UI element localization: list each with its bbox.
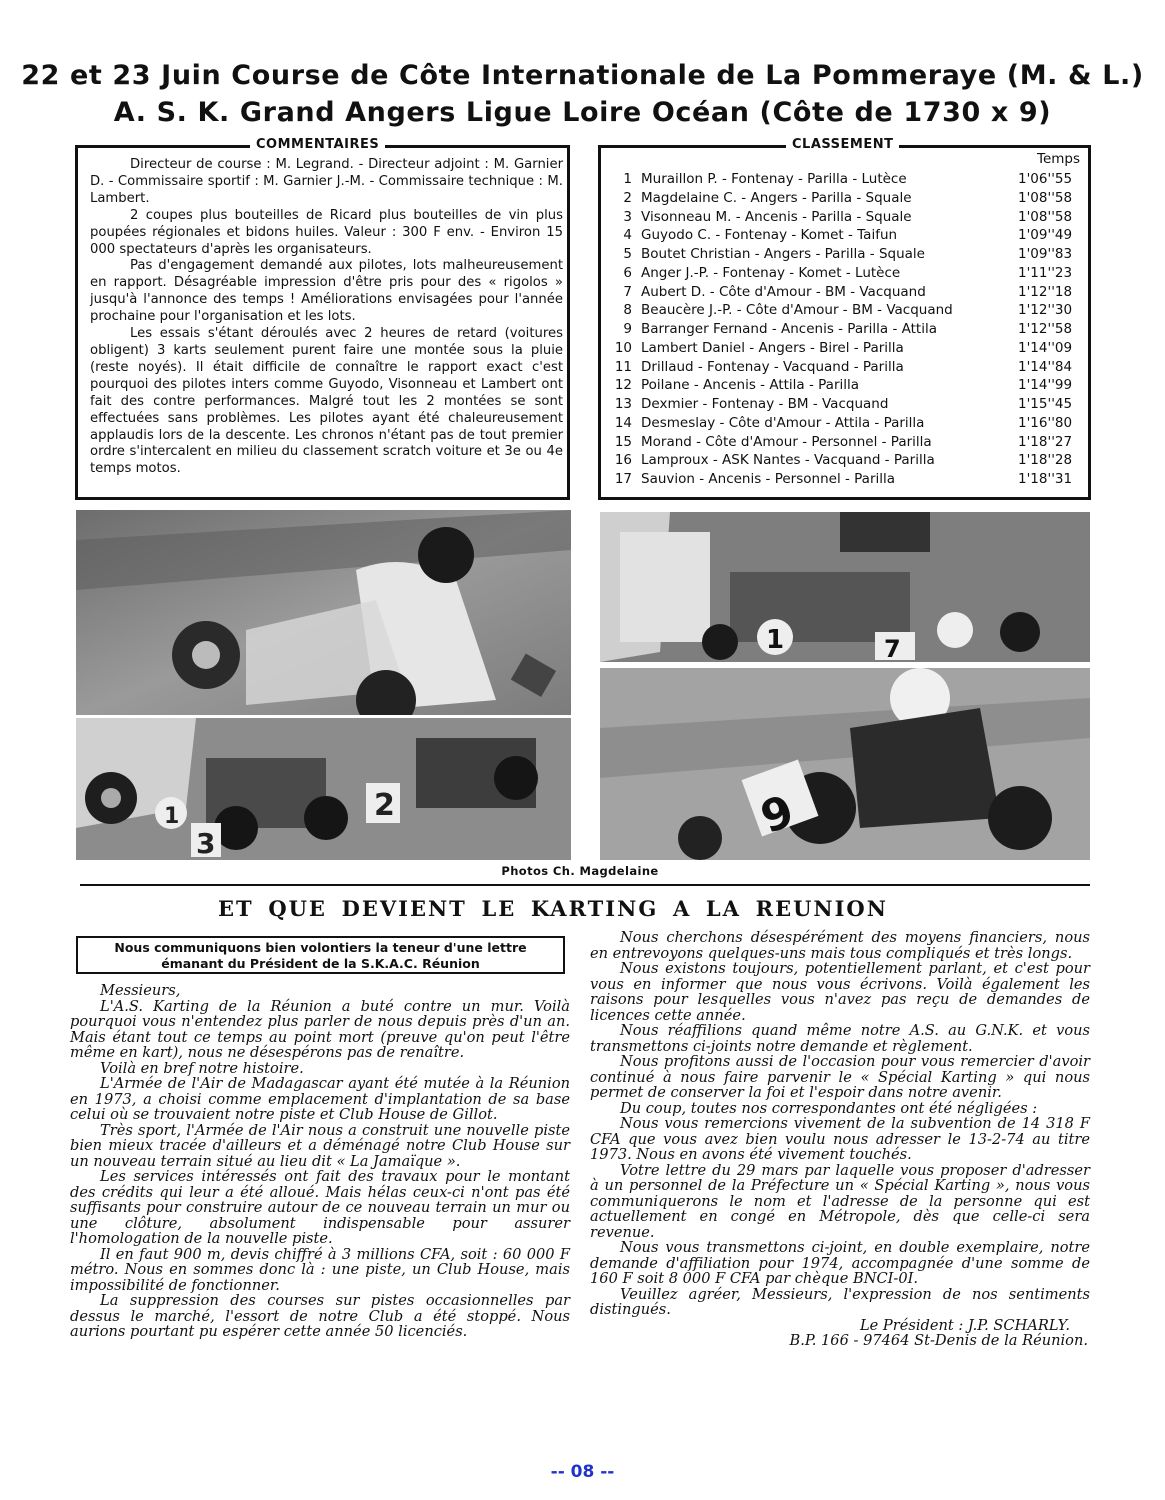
- result-row: [610, 320, 1085, 339]
- result-time: 1'06''55: [1018, 171, 1073, 187]
- section-title-word: LA: [705, 896, 741, 921]
- result-time: 1'18''28: [1018, 452, 1073, 469]
- result-row: [610, 301, 1085, 320]
- result-name: Lambert Daniel - Angers - Birel - Parilla: [641, 339, 904, 356]
- result-time: 1'14''99: [1018, 377, 1073, 394]
- letter-paragraph: L'Armée de l'Air de Madagascar ayant été mutée à la Réunion en 1973, a choisi comme emplacement d'implantation de sa base celui où se trouvaient notre piste et Club House de Gillot.: [70, 1075, 570, 1123]
- letter-column-right: [590, 930, 1090, 1349]
- letter-column-left: [70, 983, 570, 1340]
- commentaires-paragraph: 2 coupes plus bouteilles de Ricard plus bouteilles de vin plus poupées régionales et bidons huiles. Valeur : 300 F env. - Environ 15 000 spectateurs d'après les organisateurs.: [90, 207, 563, 257]
- result-pos: 15: [614, 433, 632, 450]
- result-name: Dexmier - Fontenay - BM - Vacquand: [641, 396, 889, 412]
- page-subtitle: A. S. K. Grand Angers Ligue Loire Océan (Côte de 1730 x 9): [113, 97, 1052, 128]
- letter-paragraph: Il en faut 900 m, devis chiffré à 3 millions CFA, soit : 60 000 F métro. Nous en sommes donc là : une piste, un Club House, mais impossibilité de fonctionner.: [70, 1245, 570, 1294]
- result-pos: 6: [623, 264, 632, 281]
- result-pos: 12: [614, 377, 632, 394]
- temps-header: Temps: [1037, 151, 1081, 167]
- result-pos: 17: [614, 471, 632, 487]
- letter-paragraph: Nous vous transmettons ci-joint, en double exemplaire, notre demande d'affiliation pour 1974, accompagnée d'une somme de 160 F soit 8 000 F CFA par chèque BNCI-0I.: [590, 1239, 1090, 1287]
- result-time: 1'12''18: [1018, 283, 1073, 300]
- letter-paragraph: Messieurs,: [100, 982, 181, 999]
- result-pos: 1: [623, 171, 632, 187]
- result-name: Visonneau M. - Ancenis - Parilla - Squale: [641, 208, 912, 225]
- section-title-word: KARTING: [530, 896, 659, 921]
- result-row: [610, 358, 1085, 377]
- kart-number: 1: [766, 625, 785, 655]
- result-time: 1'09''83: [1018, 246, 1073, 262]
- letter-paragraph: Veuillez agréer, Messieurs, l'expression de nos sentiments distingués.: [590, 1285, 1090, 1318]
- letter-paragraph: Du coup, toutes nos correspondantes ont été négligées :: [620, 1099, 1038, 1117]
- section-title-word: LE: [481, 896, 517, 921]
- section-title-word: DEVIENT: [341, 896, 467, 921]
- result-name: Anger J.-P. - Fontenay - Komet - Lutèce: [641, 264, 901, 281]
- result-row: [610, 226, 1085, 245]
- letter-paragraph: Nous cherchons désespérément des moyens financiers, nous en entrevoyons quelques-uns mais tous compliqués et très longs.: [590, 929, 1090, 962]
- letter-paragraph: Nous profitons aussi de l'occasion pour vous remercier d'avoir continué à nous faire parvenir le « Spécial Karting » qui nous permet de conserver la foi et l'espoir dans notre avenir.: [590, 1053, 1090, 1101]
- result-row: [610, 283, 1085, 302]
- page-number: -- 08 --: [550, 1462, 615, 1482]
- result-row: [610, 376, 1085, 395]
- result-name: Magdelaine C. - Angers - Parilla - Squale: [641, 189, 912, 206]
- result-time: 1'15''45: [1018, 396, 1073, 412]
- result-name: Morand - Côte d'Amour - Personnel - Parilla: [641, 433, 932, 450]
- page-title: 22 et 23 Juin Course de Côte Internationale de La Pommeraye (M. & L.): [21, 60, 1144, 91]
- result-row: [610, 339, 1085, 358]
- result-time: 1'18''27: [1018, 433, 1073, 450]
- result-name: Guyodo C. - Fontenay - Komet - Taifun: [641, 227, 898, 244]
- commentaires-paragraph: Pas d'engagement demandé aux pilotes, lots malheureusement en rapport. Désagréable impression d'être pris pour des « rigolos » jusqu'à l'annonce des temps ! Améliorations envisagées pour l'année prochaine pour l'organisation et les lots.: [90, 258, 563, 325]
- kart-number: 7: [884, 635, 901, 662]
- commentaires-label: COMMENTAIRES: [250, 137, 385, 153]
- result-row: [610, 395, 1085, 414]
- commentaires-text: [90, 157, 563, 478]
- result-row: [610, 264, 1085, 283]
- result-pos: 9: [623, 321, 632, 337]
- result-pos: 11: [614, 358, 632, 375]
- intro-box: Nous communiquons bien volontiers la teneur d'une lettre émanant du Président de la S.K.A.C. Réunion: [76, 936, 565, 974]
- result-pos: 14: [614, 414, 632, 431]
- result-name: Aubert D. - Côte d'Amour - BM - Vacquand: [641, 283, 926, 300]
- letter-paragraph: Voilà en bref notre histoire.: [100, 1059, 304, 1077]
- result-name: Lamproux - ASK Nantes - Vacquand - Parilla: [641, 452, 935, 469]
- photo-kart-driver: [76, 510, 571, 715]
- commentaires-paragraph: Directeur de course : M. Legrand. - Directeur adjoint : M. Garnier D. - Commissaire sportif : M. Garnier J.-M. - Commissaire technique : M. Lambert.: [90, 157, 563, 206]
- result-pos: 13: [614, 396, 632, 412]
- result-time: 1'08''58: [1018, 189, 1073, 206]
- result-time: 1'08''58: [1018, 208, 1073, 225]
- kart-number: 3: [196, 827, 216, 860]
- photo-credit: Photos Ch. Magdelaine: [501, 864, 659, 878]
- kart-number: 9: [754, 785, 801, 844]
- letter-paragraph: Très sport, l'Armée de l'Air nous a construit une nouvelle piste bien mieux tracée d'ailleurs et a déménagé notre Club House sur un nouveau terrain situé au lieu dit « La Jamaïque ».: [70, 1121, 570, 1170]
- result-name: Sauvion - Ancenis - Personnel - Parilla: [641, 471, 896, 487]
- section-title: [218, 896, 888, 921]
- section-divider: [80, 884, 1090, 886]
- result-time: 1'14''09: [1018, 339, 1073, 356]
- letter-paragraph: L'A.S. Karting de la Réunion a buté contre un mur. Voilà pourquoi vous n'entendez plus parler de nous depuis près d'un an. Mais étant tout ce temps au point mort (preuve qu'on peut l'être même en kart), nous ne désespérons pas de renaître.: [70, 997, 570, 1061]
- address: B.P. 166 - 97464 St-Denis de la Réunion.: [789, 1332, 1088, 1349]
- letter-paragraph: Les services intéressés ont fait des travaux pour le montant des crédits qui leur a été alloué. Mais hélas ceux-ci n'ont pas été suffisants pour construire autour de ce nouveau terrain un mur ou une clôture, absolument indispensable pour assurer l'homologation de la nouvelle piste.: [70, 1168, 570, 1247]
- result-name: Barranger Fernand - Ancenis - Parilla - Attila: [641, 321, 938, 337]
- result-name: Poilane - Ancenis - Attila - Parilla: [641, 377, 860, 394]
- classement-label: CLASSEMENT: [786, 137, 899, 153]
- result-pos: 3: [623, 208, 632, 225]
- section-title-word: A: [672, 896, 692, 921]
- result-pos: 5: [623, 246, 632, 262]
- photo-kart-racer: [600, 668, 1090, 860]
- kart-number: 2: [374, 788, 395, 823]
- result-pos: 7: [623, 283, 632, 300]
- kart-number: 1: [164, 804, 180, 829]
- result-pos: 8: [623, 302, 632, 319]
- result-time: 1'18''31: [1018, 471, 1073, 487]
- result-time: 1'09''49: [1018, 227, 1073, 244]
- result-time: 1'12''58: [1018, 321, 1073, 337]
- result-time: 1'14''84: [1018, 358, 1073, 375]
- result-row: [610, 189, 1085, 208]
- result-name: Desmeslay - Côte d'Amour - Attila - Parilla: [641, 414, 925, 431]
- result-row: [610, 470, 1085, 489]
- result-pos: 4: [623, 227, 632, 244]
- result-row: [610, 433, 1085, 452]
- section-title-word: REUNION: [755, 896, 888, 921]
- result-name: Boutet Christian - Angers - Parilla - Squale: [641, 246, 925, 262]
- result-time: 1'11''23: [1018, 264, 1073, 281]
- result-name: Beaucère J.-P. - Côte d'Amour - BM - Vacquand: [641, 302, 953, 319]
- result-name: Drillaud - Fontenay - Vacquand - Parilla: [641, 358, 904, 375]
- letter-paragraph: Nous vous remercions vivement de la subvention de 14 318 F CFA que vous avez bien voulu nous adresser le 13-2-74 au titre 1973. Nous en avons été vivement touchés.: [590, 1115, 1090, 1163]
- result-name: Muraillon P. - Fontenay - Parilla - Lutèce: [641, 171, 907, 187]
- result-time: 1'16''80: [1018, 414, 1073, 431]
- result-pos: 10: [614, 339, 632, 356]
- result-pos: 16: [614, 452, 632, 469]
- result-row: [610, 414, 1085, 433]
- result-pos: 2: [623, 189, 632, 206]
- letter-paragraph: La suppression des courses sur pistes occasionnelles par dessus le marché, l'essort de notre Club a été stoppé. Nous aurions pourtant pu espérer cette année 50 licenciés.: [70, 1292, 570, 1340]
- photo-kart-start: [600, 512, 1090, 662]
- result-row: [610, 170, 1085, 189]
- letter-paragraph: Nous existons toujours, potentiellement parlant, et c'est pour vous en informer que nous vous écrivons. Voilà également les raisons pour lesquelles vous n'avez pas reçu de demandes de licences cette année.: [590, 960, 1090, 1024]
- section-title-word: QUE: [268, 896, 327, 921]
- section-title-word: ET: [218, 896, 254, 921]
- result-row: [610, 208, 1085, 227]
- result-row: [610, 451, 1085, 470]
- result-row: [610, 245, 1085, 264]
- result-time: 1'12''30: [1018, 302, 1073, 319]
- commentaires-paragraph: Les essais s'étant déroulés avec 2 heures de retard (voitures obligent) 3 karts seulement purent faire une montée sous la pluie (reste noyés). Il était difficile de connaître le rapport exact c'est pourquoi des pilotes inters comme Guyodo, Visonneau et Lambert ont fait des contre performances. Malgré tout les 2 montées se sont effectuées sans problèmes. Les pilotes ayant été chaleureusement applaudis lors de la descente. Les chronos n'étant pas de tout premier ordre s'intercalent en milieu du classement scratch voiture et 3e ou 4e temps motos.: [90, 326, 563, 477]
- letter-paragraph: Votre lettre du 29 mars par laquelle vous proposer d'adresser à un personnel de la Préfecture un « Spécial Karting », nous vous communiquerons le nom et l'adresse de la personne qui est actuellement en congé en Métropole, dès que celle-ci sera revenue.: [590, 1161, 1090, 1241]
- signature: Le Président : J.P. SCHARLY.: [859, 1316, 1070, 1334]
- photo-kart-grid: [76, 718, 571, 860]
- letter-paragraph: Nous réaffilions quand même notre A.S. au G.N.K. et vous transmettons ci-joints notre demande et règlement.: [590, 1022, 1090, 1055]
